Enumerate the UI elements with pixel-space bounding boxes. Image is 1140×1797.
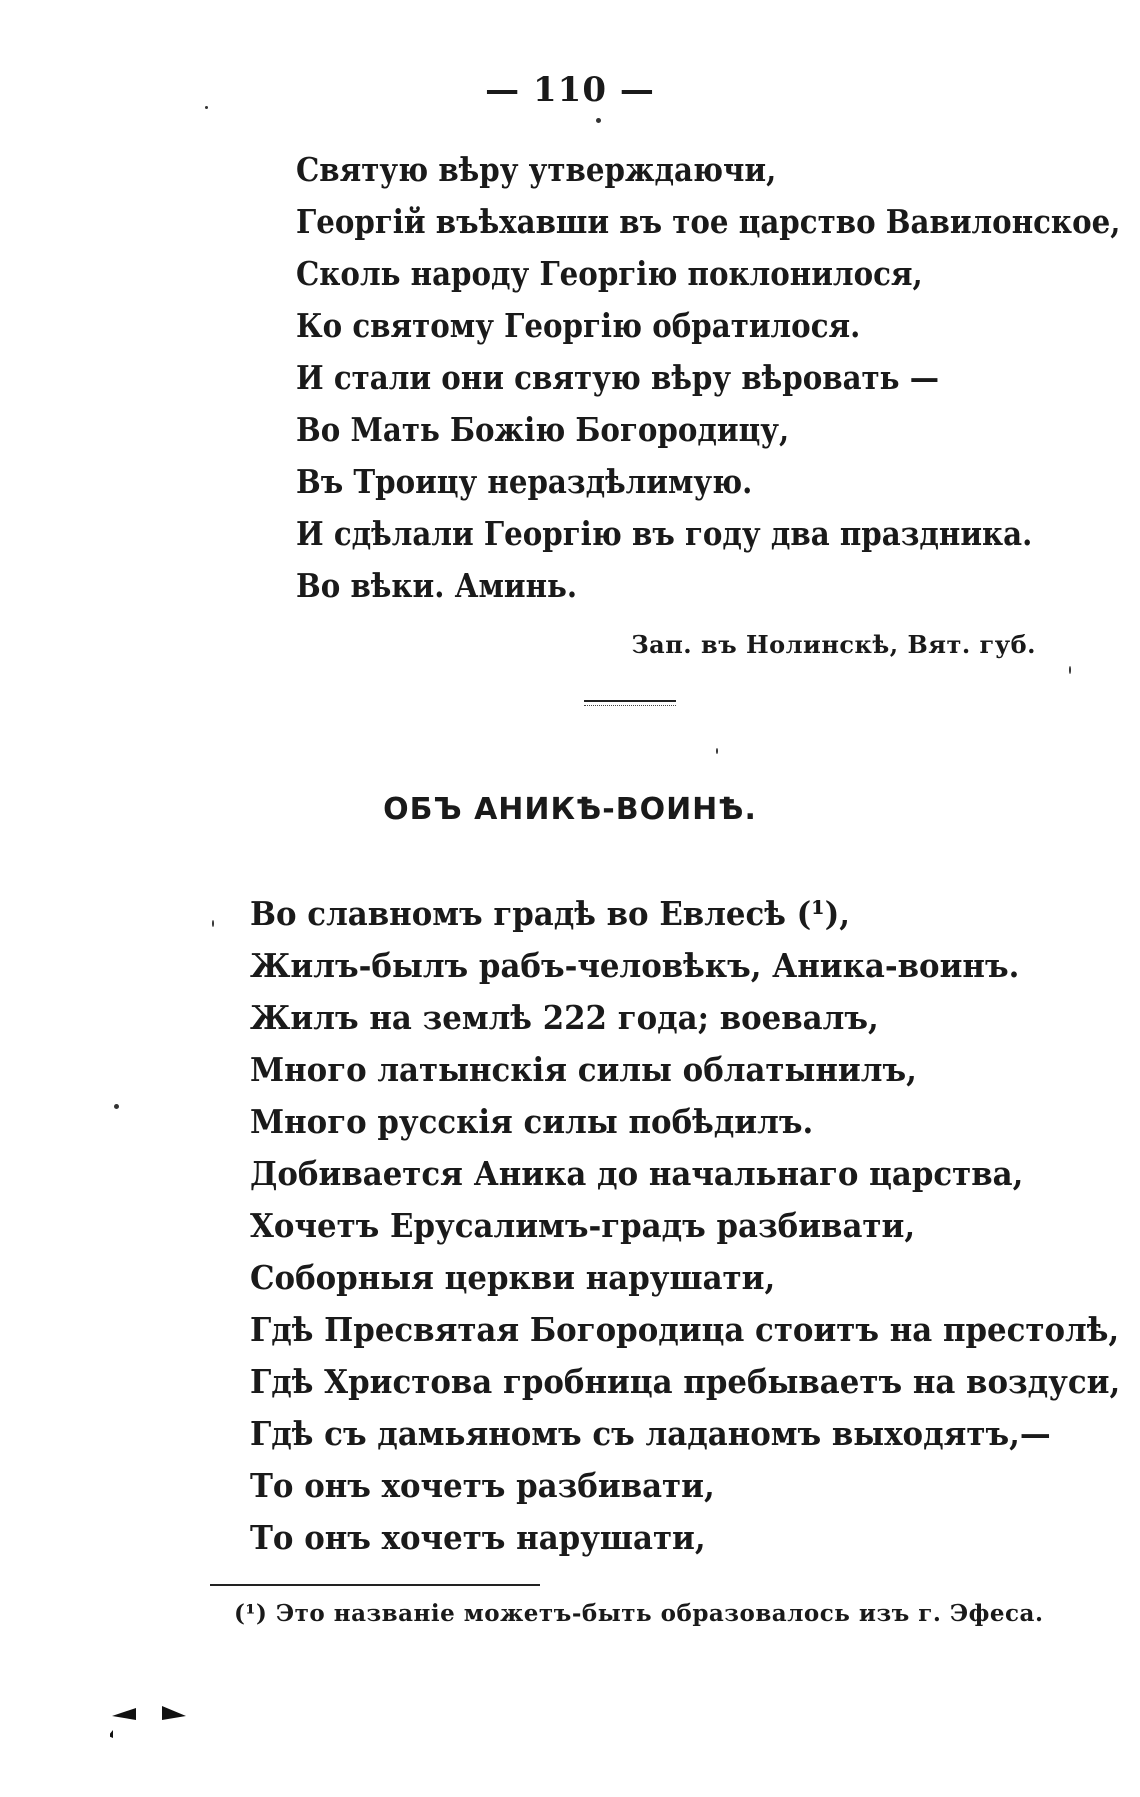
- verse-line: Добивается Аника до начальнаго царства,: [250, 1154, 1024, 1193]
- printer-mark-icon: [110, 1700, 190, 1740]
- verse-stanza-anika: [250, 888, 1140, 1564]
- verse-line: То онъ хочетъ нарушати,: [250, 1518, 706, 1557]
- verse-line: Во вѣки. Аминь.: [296, 566, 578, 605]
- verse-line: Святую вѣру утверждаючи,: [296, 150, 777, 189]
- ink-speck: [205, 106, 208, 109]
- verse-line: Соборныя церкви нарушати,: [250, 1258, 776, 1297]
- ink-speck: [596, 118, 601, 123]
- verse-line: Сколь народу Георгію поклонилося,: [296, 254, 923, 293]
- verse-line: Хочетъ Ерусалимъ-градъ разбивати,: [250, 1206, 916, 1245]
- ink-speck: [114, 1104, 119, 1109]
- verse-line: Во славномъ градѣ во Евлесѣ (¹),: [250, 894, 851, 933]
- verse-line: Ко святому Георгію обратилося.: [296, 306, 861, 345]
- verse-line: Гдѣ Христова гробница пребываетъ на воздуси,: [250, 1362, 1121, 1401]
- section-divider: [584, 700, 676, 702]
- verse-line: Георгій въѣхавши въ тое царство Вавилонское,: [296, 202, 1121, 241]
- ink-speck: [1069, 666, 1071, 674]
- verse-line: И стали они святую вѣру вѣровать —: [296, 358, 940, 397]
- verse-line: Во Мать Божію Богородицу,: [296, 410, 790, 449]
- section-title: ОБЪ АНИКѢ-ВОИНѢ.: [383, 792, 757, 827]
- verse-line: Много русскія силы побѣдилъ.: [250, 1102, 814, 1141]
- ink-speck: [212, 920, 214, 927]
- verse-line: Гдѣ Пресвятая Богородица стоитъ на престолѣ,: [250, 1310, 1120, 1349]
- page-number: — 110 —: [485, 70, 655, 110]
- recording-attribution: Зап. въ Нолинскѣ, Вят. губ.: [631, 630, 1036, 659]
- verse-line: То онъ хочетъ разбивати,: [250, 1466, 715, 1505]
- footnote-rule: [210, 1584, 540, 1586]
- verse-line: И сдѣлали Георгію въ году два праздника.: [296, 514, 1033, 553]
- verse-line: Жилъ-былъ рабъ-человѣкъ, Аника-воинъ.: [250, 946, 1020, 985]
- ink-speck: [716, 748, 718, 754]
- verse-stanza-georgy: [296, 144, 1140, 612]
- verse-line: Въ Троицу нераздѣлимую.: [296, 462, 753, 501]
- verse-line: Гдѣ съ дамьяномъ съ ладаномъ выходятъ,—: [250, 1414, 1051, 1453]
- verse-line: Много латынскія силы облатынилъ,: [250, 1050, 917, 1089]
- footnote: (¹) Это названіе можетъ-быть образовалось изъ г. Эфеса.: [234, 1600, 1044, 1627]
- verse-line: Жилъ на землѣ 222 года; воевалъ,: [250, 998, 879, 1037]
